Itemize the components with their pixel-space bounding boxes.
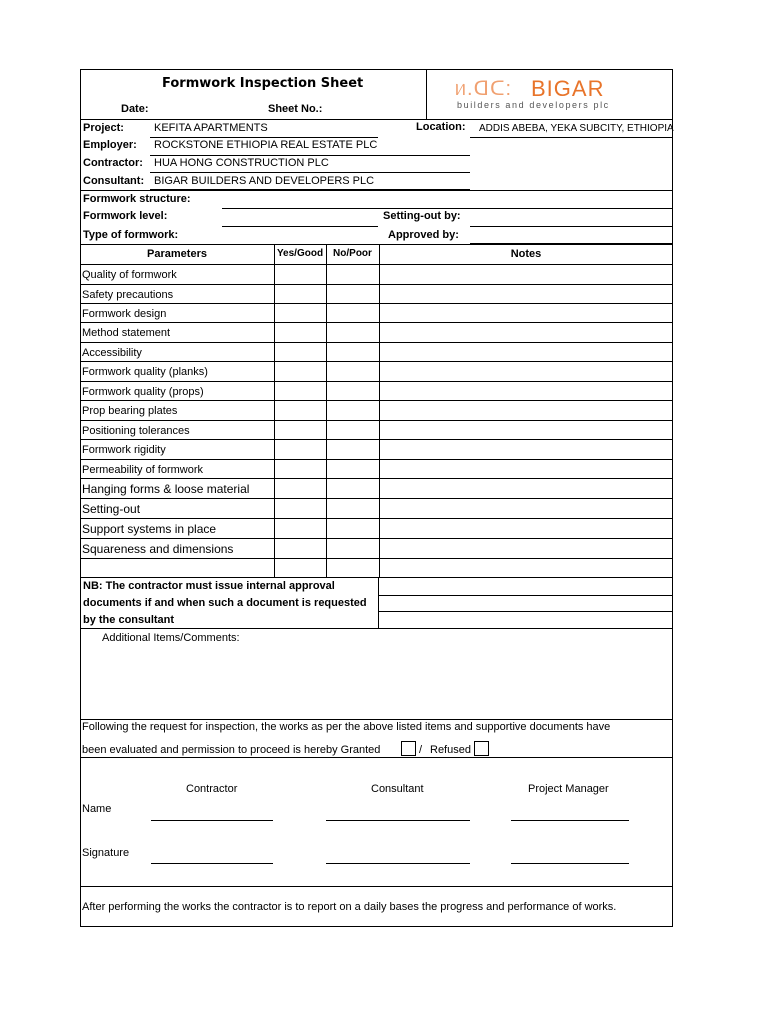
no-poor-cell[interactable] bbox=[327, 265, 378, 283]
no-poor-cell[interactable] bbox=[327, 559, 378, 576]
location-underline bbox=[470, 137, 673, 138]
approved-by-label: Approved by: bbox=[388, 229, 459, 241]
project-label: Project: bbox=[83, 122, 124, 134]
yes-good-cell[interactable] bbox=[275, 559, 325, 576]
table-header-no-poor: No/Poor bbox=[333, 248, 372, 259]
parameter-label: Prop bearing plates bbox=[82, 405, 178, 417]
contractor-value: HUA HONG CONSTRUCTION PLC bbox=[154, 157, 329, 169]
parameter-label: Permeability of formwork bbox=[82, 463, 204, 476]
location-label: Location: bbox=[416, 121, 466, 133]
yes-good-cell[interactable] bbox=[275, 499, 325, 517]
notes-cell[interactable] bbox=[380, 265, 672, 283]
table-top-line bbox=[80, 244, 673, 245]
notes-cell[interactable] bbox=[380, 479, 672, 497]
notes-cell[interactable] bbox=[380, 362, 672, 380]
no-poor-cell[interactable] bbox=[327, 519, 378, 537]
header-divider bbox=[426, 69, 427, 119]
notes-cell[interactable] bbox=[380, 440, 672, 458]
signoff-contractor: Contractor bbox=[186, 783, 238, 795]
no-poor-cell[interactable] bbox=[327, 304, 378, 321]
no-poor-cell[interactable] bbox=[327, 460, 378, 477]
nb-bottom-line bbox=[80, 628, 673, 629]
no-poor-cell[interactable] bbox=[327, 440, 378, 458]
signoff-project-manager: Project Manager bbox=[528, 783, 609, 795]
table-header-parameters: Parameters bbox=[147, 248, 207, 260]
sheet-title: Formwork Inspection Sheet bbox=[162, 76, 364, 91]
nb-line-1: NB: The contractor must issue internal approval bbox=[83, 580, 335, 592]
no-poor-cell[interactable] bbox=[327, 401, 378, 419]
no-poor-cell[interactable] bbox=[327, 285, 378, 302]
table-header-yes-good: Yes/Good bbox=[276, 248, 324, 259]
header-bottom-line bbox=[80, 119, 673, 120]
signoff-bottom-line bbox=[80, 886, 673, 887]
date-label: Date: bbox=[121, 103, 149, 115]
notes-cell[interactable] bbox=[380, 382, 672, 399]
parameter-label: Formwork design bbox=[82, 307, 167, 320]
pm-signature-line[interactable] bbox=[511, 863, 629, 864]
consultant-signature-line[interactable] bbox=[326, 863, 470, 864]
name-label: Name bbox=[82, 803, 112, 815]
parameter-label: Method statement bbox=[82, 327, 171, 339]
no-poor-cell[interactable] bbox=[327, 362, 378, 380]
yes-good-cell[interactable] bbox=[275, 304, 325, 321]
permission-bottom-line bbox=[80, 757, 673, 758]
refused-checkbox[interactable] bbox=[474, 741, 489, 756]
formwork-level-label: Formwork level: bbox=[83, 210, 168, 222]
parameter-label: Quality of formwork bbox=[82, 269, 177, 281]
permission-line-1: Following the request for inspection, the works as per the above listed items and supportive documents have bbox=[82, 721, 611, 733]
logo-brand: BIGAR bbox=[531, 76, 605, 101]
permission-line-2: been evaluated and permission to proceed is hereby Granted bbox=[82, 744, 381, 756]
employer-label: Employer: bbox=[83, 139, 137, 151]
contractor-underline bbox=[150, 172, 470, 173]
yes-good-cell[interactable] bbox=[275, 479, 325, 497]
notes-cell[interactable] bbox=[380, 323, 672, 341]
logo-tagline: builders and developers plc bbox=[457, 100, 610, 110]
formwork-structure-label: Formwork structure: bbox=[83, 193, 191, 205]
setting-out-by-label: Setting-out by: bbox=[383, 210, 461, 222]
yes-good-cell[interactable] bbox=[275, 519, 325, 537]
sheet-no-label: Sheet No.: bbox=[268, 103, 323, 115]
no-poor-cell[interactable] bbox=[327, 539, 378, 557]
parameter-label: Support systems in place bbox=[82, 522, 217, 536]
consultant-label: Consultant: bbox=[83, 175, 145, 187]
yes-good-cell[interactable] bbox=[275, 265, 325, 283]
nb-notes-line-1 bbox=[379, 595, 673, 596]
no-poor-cell[interactable] bbox=[327, 479, 378, 497]
yes-good-cell[interactable] bbox=[275, 382, 325, 399]
level-underline bbox=[222, 226, 378, 227]
parameter-label: Positioning tolerances bbox=[82, 424, 190, 437]
type-of-formwork-label: Type of formwork: bbox=[83, 229, 179, 241]
signoff-consultant: Consultant bbox=[371, 783, 424, 795]
parameter-label: Hanging forms & loose material bbox=[82, 482, 250, 496]
yes-good-cell[interactable] bbox=[275, 323, 325, 341]
nb-line-3: by the consultant bbox=[83, 614, 175, 626]
signature-label: Signature bbox=[82, 847, 130, 859]
parameter-label: Accessibility bbox=[82, 346, 142, 359]
notes-cell[interactable] bbox=[380, 343, 672, 360]
notes-cell[interactable] bbox=[380, 499, 672, 517]
notes-cell[interactable] bbox=[380, 539, 672, 557]
no-poor-cell[interactable] bbox=[327, 343, 378, 360]
notes-cell[interactable] bbox=[380, 285, 672, 302]
notes-cell[interactable] bbox=[380, 421, 672, 438]
footer-note: After performing the works the contractor is to report on a daily bases the progress and performance of works. bbox=[82, 901, 617, 913]
notes-cell[interactable] bbox=[380, 559, 672, 576]
project-value: KEFITA APARTMENTS bbox=[154, 122, 268, 134]
parameter-label: Formwork quality (planks) bbox=[82, 366, 208, 378]
logo-mark: ᥢ.ᗡᑕ: bbox=[455, 78, 513, 100]
yes-good-cell[interactable] bbox=[275, 343, 325, 360]
notes-cell[interactable] bbox=[380, 304, 672, 321]
notes-cell[interactable] bbox=[380, 401, 672, 419]
comments-label: Additional Items/Comments: bbox=[102, 632, 240, 644]
location-value: ADDIS ABEBA, YEKA SUBCITY, ETHIOPIA bbox=[479, 123, 674, 134]
no-poor-cell[interactable] bbox=[327, 382, 378, 399]
yes-good-cell[interactable] bbox=[275, 539, 325, 557]
company-logo bbox=[455, 76, 645, 112]
contractor-signature-line[interactable] bbox=[151, 863, 273, 864]
consultant-name-line[interactable] bbox=[326, 820, 470, 821]
project-bottom-line bbox=[80, 190, 673, 191]
notes-cell[interactable] bbox=[380, 460, 672, 477]
no-poor-cell[interactable] bbox=[327, 421, 378, 438]
nb-notes-line-2 bbox=[379, 611, 673, 612]
table-header-notes: Notes bbox=[510, 248, 542, 260]
consultant-value: BIGAR BUILDERS AND DEVELOPERS PLC bbox=[154, 175, 375, 187]
no-poor-cell[interactable] bbox=[327, 323, 378, 341]
setting-out-underline bbox=[470, 226, 673, 227]
employer-value: ROCKSTONE ETHIOPIA REAL ESTATE PLC bbox=[154, 139, 378, 151]
no-poor-cell[interactable] bbox=[327, 499, 378, 517]
parameter-label: Setting-out bbox=[82, 502, 141, 516]
contractor-label: Contractor: bbox=[83, 157, 143, 169]
pm-name-line[interactable] bbox=[511, 820, 629, 821]
yes-good-cell[interactable] bbox=[275, 285, 325, 302]
yes-good-cell[interactable] bbox=[275, 421, 325, 438]
yes-good-cell[interactable] bbox=[275, 440, 325, 458]
notes-cell[interactable] bbox=[380, 519, 672, 537]
refused-label: Refused bbox=[430, 744, 471, 756]
yes-good-cell[interactable] bbox=[275, 460, 325, 477]
contractor-name-line[interactable] bbox=[151, 820, 273, 821]
granted-checkbox[interactable] bbox=[401, 741, 416, 756]
nb-line-2: documents if and when such a document is requested bbox=[83, 597, 367, 609]
slash-separator: / bbox=[419, 744, 423, 756]
yes-good-cell[interactable] bbox=[275, 401, 325, 419]
parameter-label: Formwork quality (props) bbox=[82, 385, 204, 398]
parameter-label: Squareness and dimensions bbox=[82, 542, 234, 556]
parameter-label: Formwork rigidity bbox=[82, 444, 166, 456]
yes-good-cell[interactable] bbox=[275, 362, 325, 380]
parameter-label: Safety precautions bbox=[82, 288, 174, 301]
